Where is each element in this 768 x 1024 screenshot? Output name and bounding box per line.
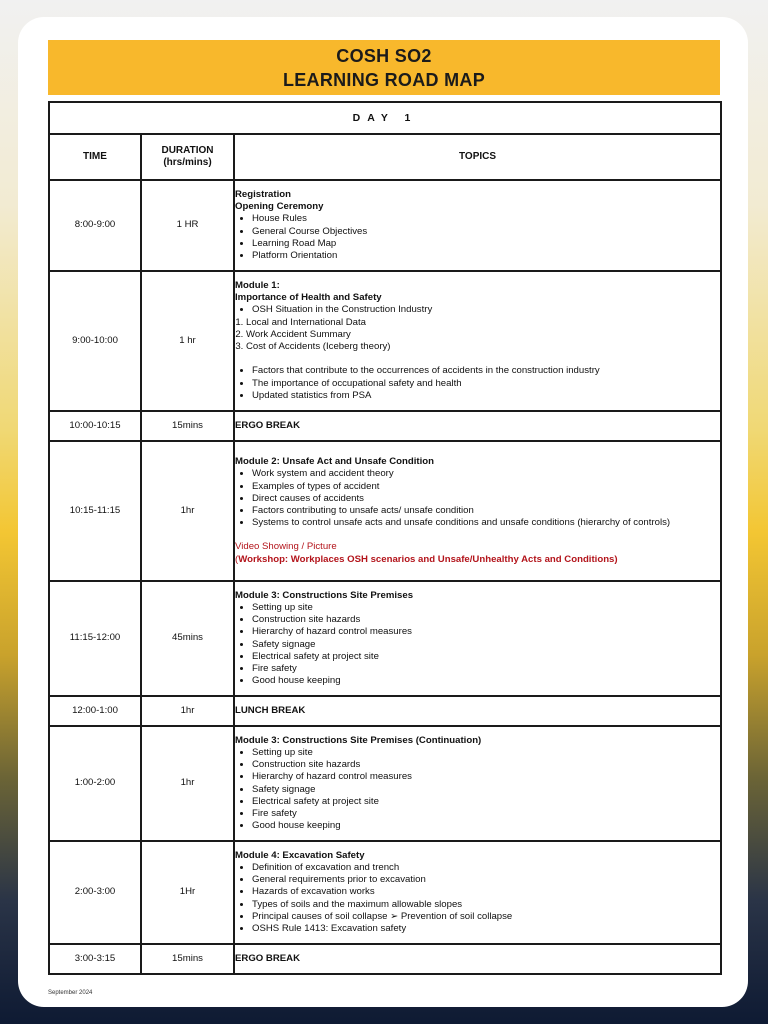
document-page (18, 17, 748, 1007)
header-time: TIME (49, 134, 141, 180)
row-time: 3:00-3:15 (49, 944, 141, 974)
list-item: • Principal causes of soil collapse ➢ Prevention of soil collapse (252, 911, 720, 923)
list-item: • Platform Orientation (252, 250, 720, 262)
header-duration-line1: DURATION (161, 144, 214, 156)
list-item: • Fire safety (252, 808, 720, 820)
table-row (49, 581, 721, 696)
numbered-list (229, 317, 720, 354)
topic-heading: Module 2: Unsafe Act and Unsafe Condition (235, 456, 434, 468)
row-time: 9:00-10:00 (49, 271, 141, 411)
title-banner (48, 40, 720, 95)
table-row (49, 726, 721, 841)
header-topics: TOPICS (234, 134, 721, 180)
list-item: • General requirements prior to excavation (252, 874, 720, 886)
list-item: • Setting up site (252, 602, 720, 614)
workshop-note (235, 554, 720, 566)
workshop-text: Workshop: Workplaces OSH scenarios and Unsafe/Unhealthy Acts and Conditions) (238, 553, 618, 565)
list-item: • Updated statistics from PSA (252, 390, 720, 402)
header-duration (141, 134, 234, 180)
table-row (49, 696, 721, 726)
table-row (49, 841, 721, 944)
list-item: 3. Cost of Accidents (Iceberg theory) (246, 341, 720, 353)
list-item: • Types of soils and the maximum allowable slopes (252, 899, 720, 911)
row-time: 1:00-2:00 (49, 726, 141, 841)
topic-list (235, 862, 720, 935)
title-line-2: LEARNING ROAD MAP (282, 70, 486, 90)
table-header-row (49, 134, 721, 180)
table-row (49, 944, 721, 974)
list-item: • Systems to control unsafe acts and unsafe conditions and unsafe conditions (hierarchy of controls) (252, 517, 720, 529)
row-time: 2:00-3:00 (49, 841, 141, 944)
list-item: • Hazards of excavation works (252, 886, 720, 898)
row-time: 11:15-12:00 (49, 581, 141, 696)
row-topics (234, 271, 721, 411)
list-item: • Work system and accident theory (252, 468, 720, 480)
list-item: • Factors that contribute to the occurrences of accidents in the construction industry (252, 365, 720, 377)
list-item: • Safety signage (252, 639, 720, 651)
list-item: • Direct causes of accidents (252, 493, 720, 505)
list-item: • Examples of types of accident (252, 481, 720, 493)
break-label: ERGO BREAK (234, 411, 721, 441)
list-item: • Hierarchy of hazard control measures (252, 771, 720, 783)
break-label: ERGO BREAK (234, 944, 721, 974)
row-topics (234, 441, 721, 581)
list-item: • Fire safety (252, 663, 720, 675)
list-item: • Construction site hazards (252, 614, 720, 626)
header-duration-line2: (hrs/mins) (163, 157, 212, 168)
list-item: • Setting up site (252, 747, 720, 759)
topic-list (235, 304, 720, 316)
list-item: 1. Local and International Data (246, 317, 720, 329)
topic-list (235, 602, 720, 687)
list-item: • General Course Objectives (252, 226, 720, 238)
row-duration: 1 hr (141, 271, 234, 411)
list-item: • OSHS Rule 1413: Excavation safety (252, 923, 720, 935)
list-item: • Good house keeping (252, 820, 720, 832)
break-label: LUNCH BREAK (234, 696, 721, 726)
topic-heading: Module 4: Excavation Safety (235, 849, 365, 861)
topic-list (235, 365, 720, 402)
list-item: • Hierarchy of hazard control measures (252, 626, 720, 638)
workshop-paren: ( (235, 553, 239, 565)
topic-heading: Module 3: Constructions Site Premises (Continuation) (235, 734, 482, 746)
row-topics (234, 581, 721, 696)
topic-heading: Opening Ceremony (235, 201, 324, 213)
list-item: • Learning Road Map (252, 238, 720, 250)
topic-heading: Importance of Health and Safety (235, 292, 382, 304)
list-item: • Factors contributing to unsafe acts/ unsafe condition (252, 505, 720, 517)
topic-heading: Module 3: Constructions Site Premises (235, 589, 414, 601)
row-duration: 1hr (141, 441, 234, 581)
list-item: • Definition of excavation and trench (252, 862, 720, 874)
day-label: DAY 1 (49, 102, 721, 134)
list-item: • House Rules (252, 213, 720, 225)
list-item: • Electrical safety at project site (252, 651, 720, 663)
row-duration: 1Hr (141, 841, 234, 944)
row-time: 10:00-10:15 (49, 411, 141, 441)
table-row (49, 271, 721, 411)
list-item: • OSH Situation in the Construction Industry (252, 304, 720, 316)
list-item: • Safety signage (252, 784, 720, 796)
topic-heading: Module 1: (235, 280, 280, 292)
row-time: 8:00-9:00 (49, 180, 141, 271)
row-duration: 45mins (141, 581, 234, 696)
row-duration: 1 HR (141, 180, 234, 271)
table-row (49, 411, 721, 441)
list-item: • Good house keeping (252, 675, 720, 687)
list-item: • Electrical safety at project site (252, 796, 720, 808)
row-duration: 1hr (141, 726, 234, 841)
row-duration: 15mins (141, 411, 234, 441)
list-item: 2. Work Accident Summary (246, 329, 720, 341)
row-time: 12:00-1:00 (49, 696, 141, 726)
table-row (49, 441, 721, 581)
schedule-table (48, 101, 722, 975)
row-topics (234, 726, 721, 841)
topic-list (235, 468, 720, 529)
footer-date: September 2024 (48, 990, 93, 996)
row-duration: 1hr (141, 696, 234, 726)
list-item: • The importance of occupational safety and health (252, 378, 720, 390)
topic-heading: Registration (235, 188, 291, 200)
topic-list (235, 213, 720, 262)
row-time: 10:15-11:15 (49, 441, 141, 581)
row-topics (234, 841, 721, 944)
title-line-1: COSH SO2 (336, 46, 432, 66)
row-topics (234, 180, 721, 271)
row-duration: 15mins (141, 944, 234, 974)
table-row (49, 180, 721, 271)
topic-list (235, 747, 720, 832)
list-item: • Construction site hazards (252, 759, 720, 771)
video-note: Video Showing / Picture (235, 541, 337, 553)
